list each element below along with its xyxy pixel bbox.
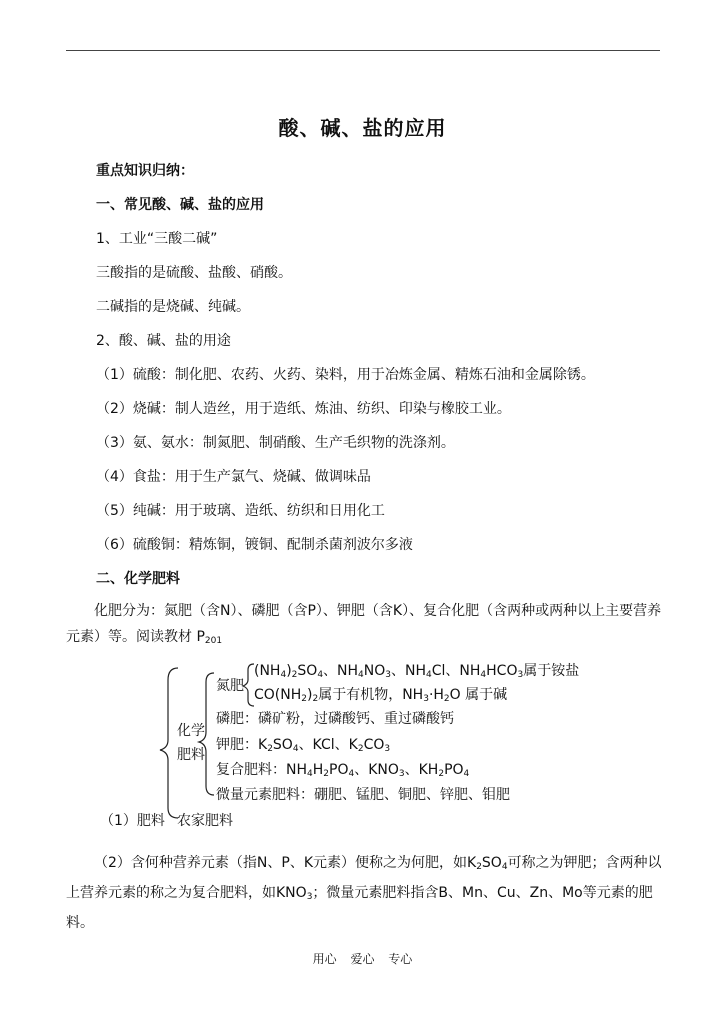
fertilizer-root-label: （1）肥料 — [100, 813, 165, 829]
micro-line: 微量元素肥料：硼肥、锰肥、铜肥、锌肥、钼肥 — [216, 787, 510, 803]
summary-heading: 重点知识归纳： — [96, 163, 194, 179]
section2-heading: 二、化学肥料 — [96, 571, 180, 587]
item1-text: 1、工业“三酸二碱” — [96, 231, 218, 247]
compound-line: 复合肥料：$NH_4H_2PO_4$、$KNO_3$、$KH_2PO_4$ — [216, 762, 470, 779]
chemical-label-1: 化学 — [177, 723, 205, 739]
nitrogen-brace — [243, 664, 254, 706]
potash-line: 钾肥：$K_2SO_4$、KCl、$K_2CO_3$ — [216, 737, 391, 754]
page-title: 酸、碱、盐的应用 — [278, 116, 447, 140]
fertilizer-brace — [160, 668, 178, 818]
header-rule — [66, 50, 660, 51]
use-item: （5）纯碱：用于玻璃、造纸、纺织和日用化工 — [96, 503, 385, 519]
use-item: （4）食盐：用于生产氯气、烧碱、做调味品 — [96, 469, 371, 485]
phosphate-line: 磷肥：磷矿粉，过磷酸钙、重过磷酸钙 — [216, 711, 454, 727]
two-bases-text: 二碱指的是烧碱、纯碱。 — [96, 299, 250, 315]
nitrogen-line-2: $CO(NH_2)_2$属于有机物，$NH_3\cdot H_2O$ 属于碱 — [254, 687, 508, 704]
fertilizer-intro — [66, 598, 662, 654]
fertilizer-intro-text: 化肥分为：氮肥（含N）、磷肥（含P）、钾肥（含K）、复合化肥（含两种或两种以上主要营养元素）等。阅读教材 — [66, 603, 662, 645]
item2-text: 2、酸、碱、盐的用途 — [96, 333, 231, 349]
section1-heading: 一、常见酸、碱、盐的应用 — [96, 197, 264, 213]
page-footer: 用心 爱心 专心 — [312, 952, 413, 966]
three-acids-text: 三酸指的是硫酸、盐酸、硝酸。 — [96, 265, 292, 281]
use-item: （6）硫酸铜：精炼铜，镀铜、配制杀菌剂波尔多液 — [96, 537, 413, 553]
textbook-ref: $P_{201}$ — [196, 629, 223, 646]
nitrogen-line-1: $(NH_4)_2SO_4$、$NH_4NO_3$、$NH_4Cl$、$NH_4HCO_3$属于铵盐 — [254, 663, 580, 680]
fertilizer-note: （2）含何种营养元素（指N、P、K元素）便称之为何肥，如$K_2SO_4$可称之为钾肥；含两种以上营养元素的称之为复合肥料，如$KNO_3$；微量元素肥料指含B、Mn、Cu、Zn、Mo等元素的肥料。 — [66, 855, 662, 931]
use-item: （2）烧碱：制人造丝，用于造纸、炼油、纺织、印染与橡胶工业。 — [96, 401, 511, 417]
farm-manure-label: 农家肥料 — [177, 813, 233, 829]
chemical-label-2: 肥料 — [177, 747, 205, 763]
use-item: （1）硫酸：制化肥、农药、火药、染料，用于冶炼金属、精炼石油和金属除锈。 — [96, 367, 595, 383]
use-item: （3）氨、氨水：制氮肥、制硝酸、生产毛织物的洗涤剂。 — [96, 435, 455, 451]
nitrogen-label: 氮肥 — [216, 678, 244, 694]
